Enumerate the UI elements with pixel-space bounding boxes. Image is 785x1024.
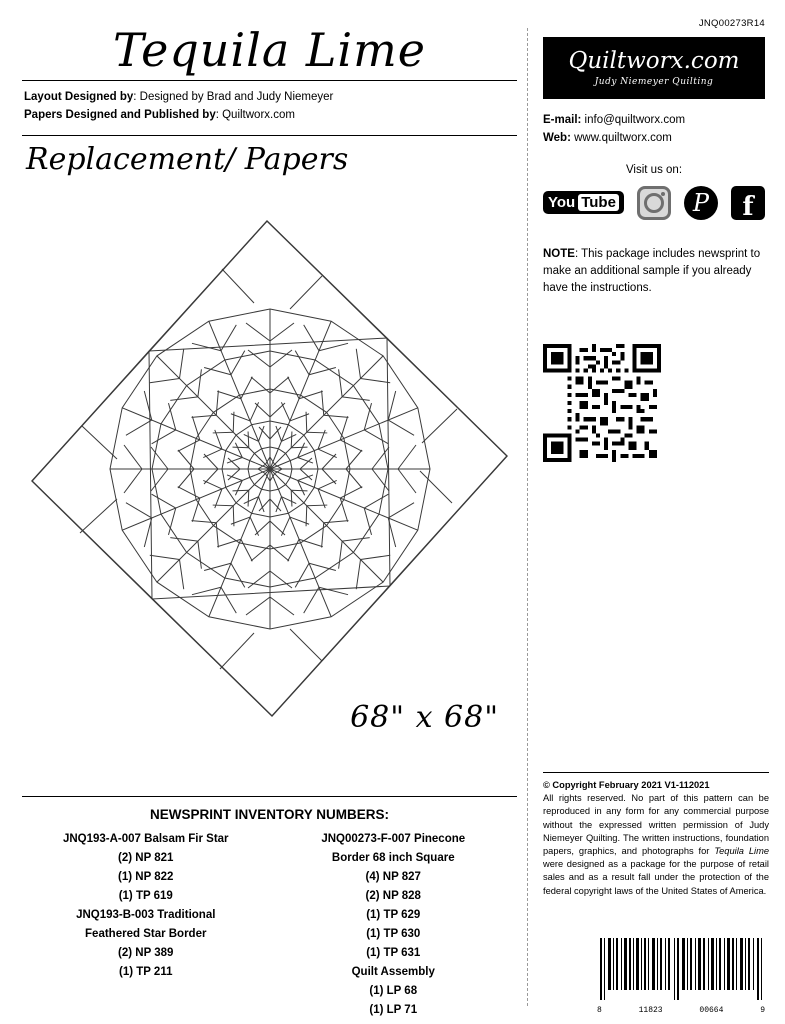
list-item: (1) LP 68 — [369, 984, 418, 997]
logo-tagline: Judy Niemeyer Quilting — [594, 76, 714, 87]
barcode-digits — [596, 1006, 766, 1015]
quilt-block-illustration — [22, 181, 517, 741]
barcode-icon — [596, 938, 766, 1000]
copyright-body-part2: were designed as a package for the purpose of retail sales and as a result fall under the protection of the federal copyright laws of the United States of America. — [543, 859, 769, 896]
barcode-digit-mid1: 11823 — [638, 1006, 663, 1015]
list-item: (1) TP 630 — [366, 927, 421, 940]
copyright-body — [543, 792, 769, 898]
list-item: (1) TP 211 — [119, 965, 173, 978]
list-item: (1) TP 629 — [366, 908, 421, 921]
list-item: (1) TP 619 — [118, 889, 173, 902]
facebook-label: f — [742, 192, 754, 223]
note-text: : This package includes newsprint to make an additional sample if you already have the instructions. — [543, 247, 761, 295]
list-item: (4) NP 827 — [365, 870, 421, 883]
qr-code-icon[interactable] — [543, 344, 661, 462]
email-label: E-mail: — [543, 114, 582, 126]
web-label: Web: — [543, 132, 571, 145]
youtube-label-right: Tube — [578, 194, 619, 211]
list-item: JNQ193-B-003 Traditional — [76, 908, 216, 921]
right-column — [543, 18, 765, 462]
inventory-column-right — [270, 830, 518, 1020]
list-item: JNQ00273-F-007 Pinecone — [321, 833, 466, 845]
list-item: (2) NP 828 — [365, 889, 421, 902]
pinterest-icon[interactable] — [684, 186, 718, 220]
page-subtitle: Replacement/ Papers — [26, 141, 349, 177]
credits-divider — [22, 135, 517, 136]
list-item: Feathered Star Border — [85, 927, 207, 940]
copyright-pattern-title: Tequila Lime — [714, 845, 770, 856]
layout-credit-value: : Designed by Brad and Judy Niemeyer — [133, 91, 334, 104]
social-links-row — [543, 186, 765, 223]
copyright-block — [543, 772, 769, 898]
instagram-icon[interactable] — [637, 186, 671, 220]
email-line — [543, 111, 765, 129]
perforation-divider — [527, 28, 528, 1006]
list-item: (2) NP 389 — [118, 946, 174, 959]
visit-us-label: Visit us on: — [625, 163, 683, 176]
page-title: Tequila Lime — [113, 23, 426, 77]
pinterest-label: P — [692, 188, 710, 217]
list-item: JNQ193-A-007 Balsam Fir Star — [62, 833, 229, 845]
inventory-heading: NEWSPRINT INVENTORY NUMBERS: — [149, 807, 390, 822]
papers-credit-label: Papers Designed and Published by — [24, 109, 216, 122]
quiltworx-logo — [543, 37, 765, 99]
package-note — [543, 246, 765, 298]
papers-credit-line — [24, 107, 517, 125]
copyright-line: © Copyright February 2021 V1-112021 — [543, 780, 710, 790]
list-item: (1) TP 631 — [366, 946, 421, 959]
title-divider — [22, 80, 517, 81]
list-item: Quilt Assembly — [351, 965, 435, 978]
inventory-column-left — [22, 830, 270, 1020]
youtube-label-left: You — [548, 194, 576, 212]
quilt-size-label: 68" x 68" — [350, 699, 499, 735]
note-label: NOTE — [543, 247, 575, 260]
facebook-icon[interactable] — [731, 186, 765, 223]
inventory-divider — [22, 796, 517, 797]
logo-wordmark: Quiltworx.com — [568, 47, 740, 74]
web-value[interactable]: www.quiltworx.com — [574, 132, 672, 145]
list-item: (1) NP 822 — [118, 870, 174, 883]
copyright-body-part1: All rights reserved. No part of this pattern can be reproduced in any form for any commercial purpose without the expressed written permission of Judy Niemeyer Quilting. The written instructions, foundation papers, graphics, and photographs for — [543, 793, 769, 856]
inventory-section — [22, 790, 517, 1020]
left-column — [22, 18, 517, 741]
qr-code-wrapper[interactable] — [543, 344, 765, 462]
layout-credit-label: Layout Designed by — [24, 91, 134, 104]
quilt-diagram — [22, 181, 517, 741]
barcode-digit-left: 8 — [597, 1006, 602, 1015]
credits-block — [22, 87, 517, 129]
barcode-digit-right: 9 — [760, 1006, 765, 1015]
copyright-divider — [543, 772, 769, 773]
list-item: (2) NP 821 — [118, 851, 174, 864]
layout-credit-line — [24, 89, 517, 107]
document-code: JNQ00273R14 — [698, 18, 765, 29]
web-line — [543, 129, 765, 147]
list-item: (1) LP 71 — [369, 1003, 418, 1016]
list-item: Border 68 inch Square — [331, 851, 455, 864]
barcode-digit-mid2: 00664 — [699, 1006, 724, 1015]
youtube-icon[interactable] — [543, 191, 624, 214]
papers-credit-value: : Quiltworx.com — [215, 109, 295, 122]
email-value[interactable]: info@quiltworx.com — [584, 114, 686, 126]
barcode — [596, 938, 766, 1015]
contact-block — [543, 111, 765, 148]
